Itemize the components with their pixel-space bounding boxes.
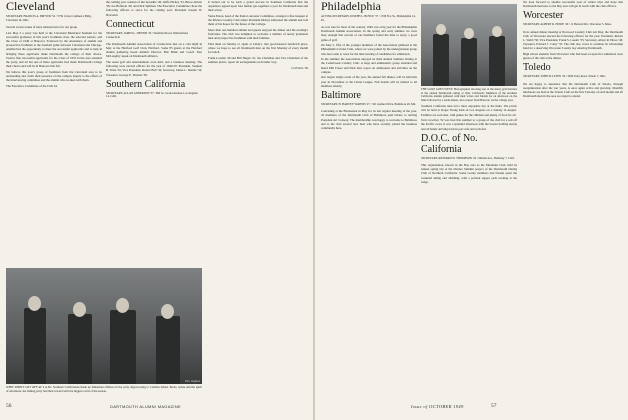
signature: Cal Ferris '36 (291, 65, 308, 70)
paragraph: We are happy to announce that the Dartmouth Club of Toledo, through reorganization after the war years, is once again active and growing. Monthly luncheons are held at the Toledo Club on the first Tuesday of each month and all Dartmouth men in the area are urged to attend. (523, 81, 623, 99)
paragraph: This organization, known in the Bay area as the Mountain Club, held its annual spring trip at the Donner Summit project of the Dartmouth Outing Club of Northern California. Some twenty members and friends spent the weekend skiing and climbing, with a potluck supper each evening at the lodge. (421, 163, 517, 184)
photo-fishing-party (6, 268, 202, 384)
paragraph: The Dartmouth Alumni Association of Connecticut met on a cold night in May at the Hartford Golf Club, Hartford. Some 85 guests at the Hartford alumni gathering heard Athletic Director Bob Blaik and Coach Tuss McLaughry speak on Dartmouth athletics. (106, 41, 202, 59)
heading-worcester: Worcester (523, 10, 564, 22)
paragraph: Frank Loomis '40 and Bill Hegan '41, the Chairman and Vice Chairman of the summer picnic, report all arrangements well under way. (208, 56, 308, 65)
photo-figure-head (73, 302, 86, 317)
photo-figure (461, 38, 477, 86)
paragraph: On May 5, fifty of the younger members of the Association gathered at the Philadelphia Cricket Club, where we were joined by the undergraduate group who had come to town for the interviewing of candidates for admission. (321, 43, 417, 56)
secretary-line-toledo: SECRETARY, JOHN H. LEWIS '34 / 3940 Tarty Road, Toledo 7, Ohio (523, 74, 606, 79)
photo-figure-head (436, 24, 446, 35)
heading-philadelphia: Philadelphia (321, 0, 381, 13)
photo-golf-outing (421, 4, 517, 86)
photo-figure (489, 36, 505, 86)
photo-caption: THE GOLF GOES WEST: Photographed shooting one of the many golf matches at the annual Dartmouth outing at Ojai, California: Members of the northern California alumni gathered with their wives and friends for an afternoon on the links followed by a steak dinner, and a report from Hanover on the college year. (421, 88, 517, 103)
paragraph: Convening at the Blackstone in May for its last regular meeting of the year, 45 members of the Dartmouth Club of Baltimore paid tribute to retiring President Art Conway. The membership was happy to welcome to Baltimore and to the club several new men who have recently joined the business community here. (321, 109, 417, 130)
heading-doc-california: D.O.C. of No. California (421, 132, 478, 155)
paragraph: Tom Cowdrey '32 was host this summer to a group of the club for a sail off the Pacific coast. It was a splendid afternoon with the breeze holding steady and all hands arriving back in port safe and well-fed. (421, 118, 517, 131)
left-page (0, 0, 313, 420)
paragraph: Verne Eaton, head of the Paula Lancaster Committee, arranged a fine banquet at the Riviera Country Club where President Dickey addressed the alumni and told them of his hopes for the future of the College. (208, 14, 308, 27)
paragraph: It turned out to be such a grand success in Southern California that the organizers agreed upon four further get-togethers a year for Dartmouth men and their wives. (208, 0, 308, 13)
photo-figure (110, 310, 136, 384)
folio: Issue of OCTOBER 1949 (411, 404, 464, 409)
photo-figure (433, 34, 449, 86)
photo-figure-head (28, 296, 41, 311)
photo-figure (68, 314, 92, 384)
secretary-line-cleveland: SECRETARY, FRANCIS A. PREVER '52 / 5759 Caton Commerce Bldg., Cleveland 14, Ohio (6, 14, 92, 22)
paragraph: In its annual dinner meeting at Norwood Country Club last May, the Dartmouth Club of Worcester elected the following officers for the year: President, Robert L. Webb '30; Vice President, Frank S. Lauder '35; Secretary, Albert R. Howe '40; Treasurer, Edward J. Canty '33. The club also voted to continue its scholarship fund for a deserving Worcester County boy entering Dartmouth. (523, 29, 623, 51)
paragraph: Our largest single event of the year, the annual fall dinner, will be held this year in November at the Union League. Full details will be mailed to all members shortly. (321, 75, 417, 88)
photo-caption: WHIT DIDN'T GET OFF AT 4 A.M.: Southern Californians made up fishermen offshore in the early daypowering to Catalina Island. Boats, tackle and the spirit of adventure, the fishing party had their reward with the biggest catch of the season. (6, 385, 202, 393)
column-connecticut (106, 0, 202, 262)
paragraph: Last May 4 a party was held at the Cleveland Municipal Stadium for the successful graduates of this year's freshman class, the selected seniors, and the Class of 1949 at Hanover. Followed by the attendance of alumni and prospective freshmen at the baseball game between Cleveland and Chicago. Alumni had the opportunity to meet the successful applicants and to help in bringing these applicants make Dartmouth the college of their choice. Twelve fine successful applicants for the Class of 1953 in the area attended the party, and all but one of these applicants had made Dartmouth College their choice and will be in Hanover this fall. (6, 30, 102, 69)
photo-figure (156, 316, 180, 384)
paragraph: Several recent weeks of most unusual news for our group. (6, 24, 78, 29)
secretary-line-southern-california: SECRETARY, ALLAN ANDERSON '37 / 609 So. Grand Avenue, Los Angeles 14, Calif. (106, 90, 198, 99)
paragraph: The Executive Committee of the Club for (6, 83, 58, 88)
secretary-line-connecticut: SECRETARY, JAMES L. DENNIS '34 / Westfield Road, Wethersfield, Connecticut (106, 30, 189, 39)
paragraph: We look forward to another successful year of winter trips and hope that Dartmouth men new to the Bay area will get in touch with the club officers. (523, 0, 623, 9)
photo-figure-head (161, 304, 174, 319)
secretary-line-baltimore: SECRETARY, H. HARVEY WATERS '27 / 321 Gaither Drive, Baltimore 20, Md. (321, 101, 416, 106)
column-philadelphia (321, 0, 417, 400)
heading-southern-california: Southern California (106, 78, 186, 90)
secretary-line-doc-california: SECRETARY, RICHARD W. THOMPSON '24 / Maxim Ave., Berkeley 7, Calif. (421, 155, 515, 160)
column-doc-california (421, 88, 517, 400)
paragraph: Southern California men led a most enjoyable day at the links. The picnic will be held at Roger Young Park in Los Angeles on a Sunday in August. Families are welcome, with games for the children and plenty of food for all. (421, 104, 517, 117)
photo-figure-head (464, 28, 474, 39)
column-southern-california-cont (208, 0, 308, 400)
right-page (315, 0, 628, 420)
paragraph: We believe this year's group of freshmen from the Cleveland area to be outstanding and credit their presence on the campus largely to the efforts of the interviewing committee and the alumni who worked with them. (6, 69, 102, 83)
paragraph: In the summer the Association enjoyed its third Annual Summer Outing at the Cedarbrook Country Club. A large and enthusiastic group attended and heard Phil Fraser and Dick Kerr report on admissions and activities on the campus. (321, 57, 417, 74)
paragraph: the coming year consists of Ike Sprankle '40, Jaiffe Hickey '32, Bruce Abbott '28, Joe Hefferan '40, and Dick Spilman. The Executive Committee chose the following officers to serve for the coming year: President Joseph W. Holcomb. (106, 0, 202, 17)
folio: DARTMOUTH ALUMNI MAGAZINE (110, 404, 181, 409)
paragraph: High school students from Worcester who had been accepted for admission were guests of the club at the dinner. (523, 52, 623, 61)
photo-figure (24, 308, 46, 384)
heading-cleveland: Cleveland (6, 0, 55, 13)
photo-figure-head (116, 298, 129, 313)
heading-baltimore: Baltimore (321, 89, 361, 101)
column-worcester-toledo (523, 0, 623, 400)
heading-connecticut: Connecticut (106, 18, 155, 30)
column-cleveland (6, 0, 102, 89)
paragraph: The usual golf and entertainment were held, and a business meeting. The following were elected officers for the year of 1949-50: President, Stephen B. Trine '29; Vice President, Robert Bell '34; Secretary, James L. Dennis '34; Treasurer, George E. Thomas '38. (106, 59, 202, 77)
page-number: 57 (491, 403, 497, 409)
secretary-line-philadelphia: ACTING SECRETARY, JOSEPH L. BOYLE '37 / 1530 Fox St., Philadelphia 14, Pa. (321, 14, 416, 22)
secretary-line-worcester: SECRETARY, ALBERT R. HOWE '40 / 11 Bernard Rd., Worcester 5, Mass. (523, 22, 612, 27)
paragraph: More than one hundred alumni and guests enjoyed the dinner and the evening's festivities. The club was delighted to welcome a number of newly graduated men and prospective freshmen with their families. (208, 28, 308, 41)
paragraph: Find them on Sunday or again at Lindy's, that good-hearted sandwich place, where we hope to see all Dartmouth men on the first Monday of every month for lunch. (208, 42, 308, 55)
photo-credit: Pict. Hughes (185, 380, 200, 383)
paragraph: As was true for most of the country, 1949 was a big year for the Philadelphia Dartmouth Alumni Association. In the spring and early summer we were busy enough that several of our members found the time to enjoy a good game of golf. (321, 24, 417, 42)
heading-toledo: Toledo (523, 62, 551, 74)
photo-figure-head (492, 26, 502, 37)
page-number: 56 (6, 403, 12, 409)
